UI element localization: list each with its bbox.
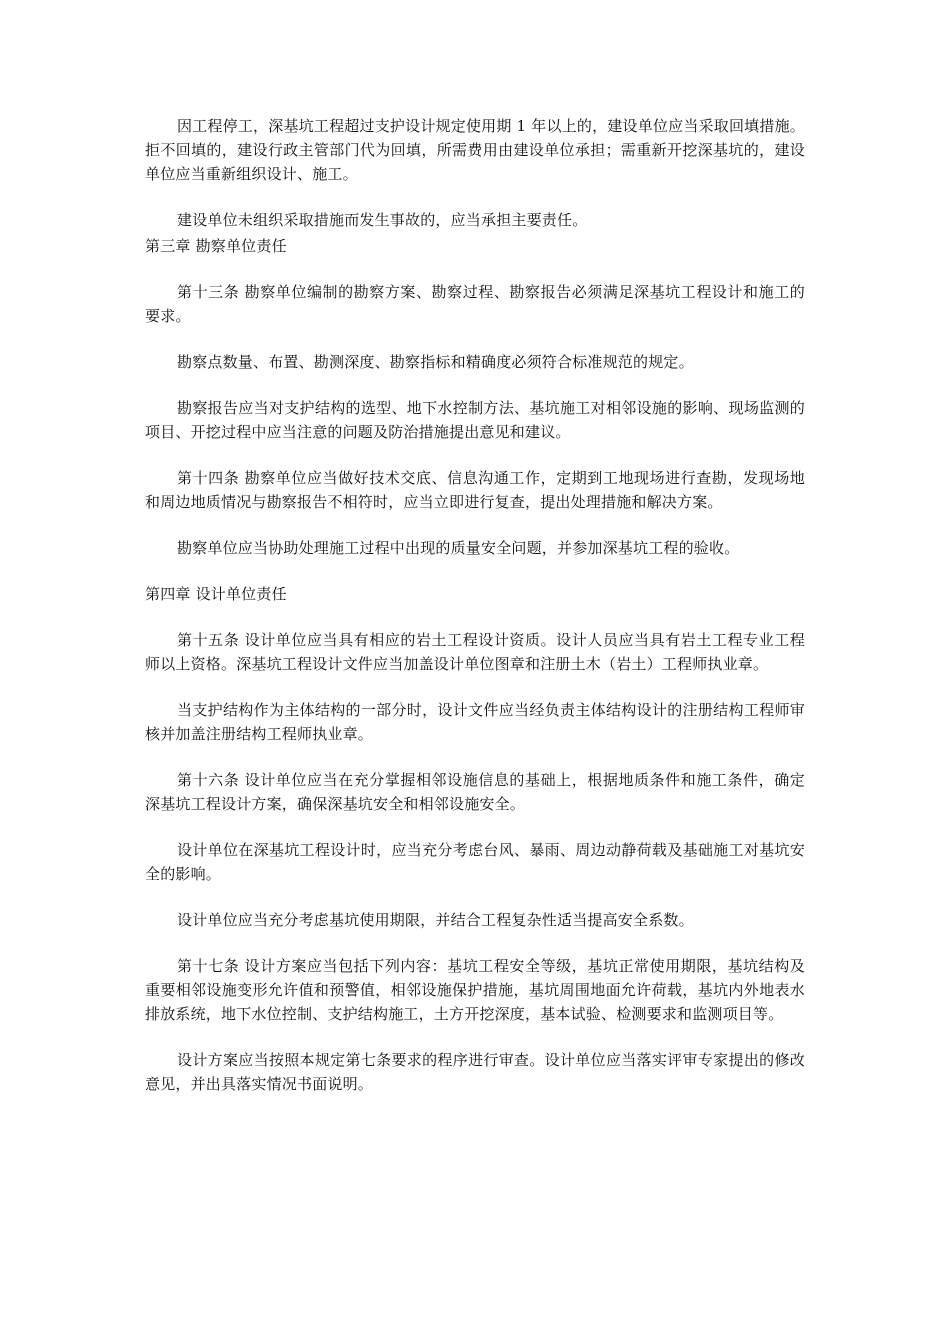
- paragraph-design-loads: 设计单位在深基坑工程设计时，应当充分考虑台风、暴雨、周边动静荷载及基础施工对基坑安全的影响。: [145, 841, 805, 883]
- paragraph-design-safety-factor: 设计单位应当充分考虑基坑使用期限，并结合工程复杂性适当提高安全系数。: [177, 911, 694, 929]
- article-15: 第十五条 设计单位应当具有相应的岩土工程设计资质。设计人员应当具有岩土工程专业工程师以上资格。深基坑工程设计文件应当加盖设计单位图章和注册土木（岩土）工程师执业章。: [145, 631, 805, 673]
- paragraph-survey-assist: 勘察单位应当协助处理施工过程中出现的质量安全问题，并参加深基坑工程的验收。: [177, 539, 740, 557]
- paragraph-demolition-backfill: 因工程停工，深基坑工程超过支护设计规定使用期 1 年以上的，建设单位应当采取回填措施。拒不回填的，建设行政主管部门代为回填，所需费用由建设单位承担；需重新开挖深基坑的，建设单位应当重新组织设计、施工。: [145, 117, 805, 183]
- paragraph-structural-engineer: 当支护结构作为主体结构的一部分时，设计文件应当经负责主体结构设计的注册结构工程师审核并加盖注册结构工程师执业章。: [145, 701, 805, 743]
- paragraph-design-review: 设计方案应当按照本规定第七条要求的程序进行审查。设计单位应当落实评审专家提出的修改意见，并出具落实情况书面说明。: [145, 1051, 805, 1093]
- article-13: 第十三条 勘察单位编制的勘察方案、勘察过程、勘察报告必须满足深基坑工程设计和施工的要求。: [145, 283, 805, 325]
- article-16: 第十六条 设计单位应当在充分掌握相邻设施信息的基础上，根据地质条件和施工条件，确定深基坑工程设计方案，确保深基坑安全和相邻设施安全。: [145, 771, 805, 813]
- document-body: [145, 114, 805, 1096]
- paragraph-construction-liability: 建设单位未组织采取措施而发生事故的，应当承担主要责任。: [177, 211, 588, 229]
- article-14: 第十四条 勘察单位应当做好技术交底、信息沟通工作，定期到工地现场进行查勘，发现场地和周边地质情况与勘察报告不相符时，应当立即进行复查，提出处理措施和解决方案。: [145, 469, 805, 511]
- paragraph-survey-report: 勘察报告应当对支护结构的选型、地下水控制方法、基坑施工对相邻设施的影响、现场监测的项目、开挖过程中应当注意的问题及防治措施提出意见和建议。: [145, 399, 805, 441]
- chapter-4-heading: 第四章 设计单位责任: [145, 585, 287, 603]
- paragraph-survey-points: 勘察点数量、布置、勘测深度、勘察指标和精确度必须符合标准规范的规定。: [177, 353, 694, 371]
- article-17: 第十七条 设计方案应当包括下列内容：基坑工程安全等级，基坑正常使用期限，基坑结构及重要相邻设施变形允许值和预警值，相邻设施保护措施，基坑周围地面允许荷载，基坑内外地表水排放系统，地下水位控制、支护结构施工，土方开挖深度，基本试验、检测要求和监测项目等。: [145, 957, 805, 1023]
- chapter-3-heading: 第三章 勘察单位责任: [145, 237, 287, 255]
